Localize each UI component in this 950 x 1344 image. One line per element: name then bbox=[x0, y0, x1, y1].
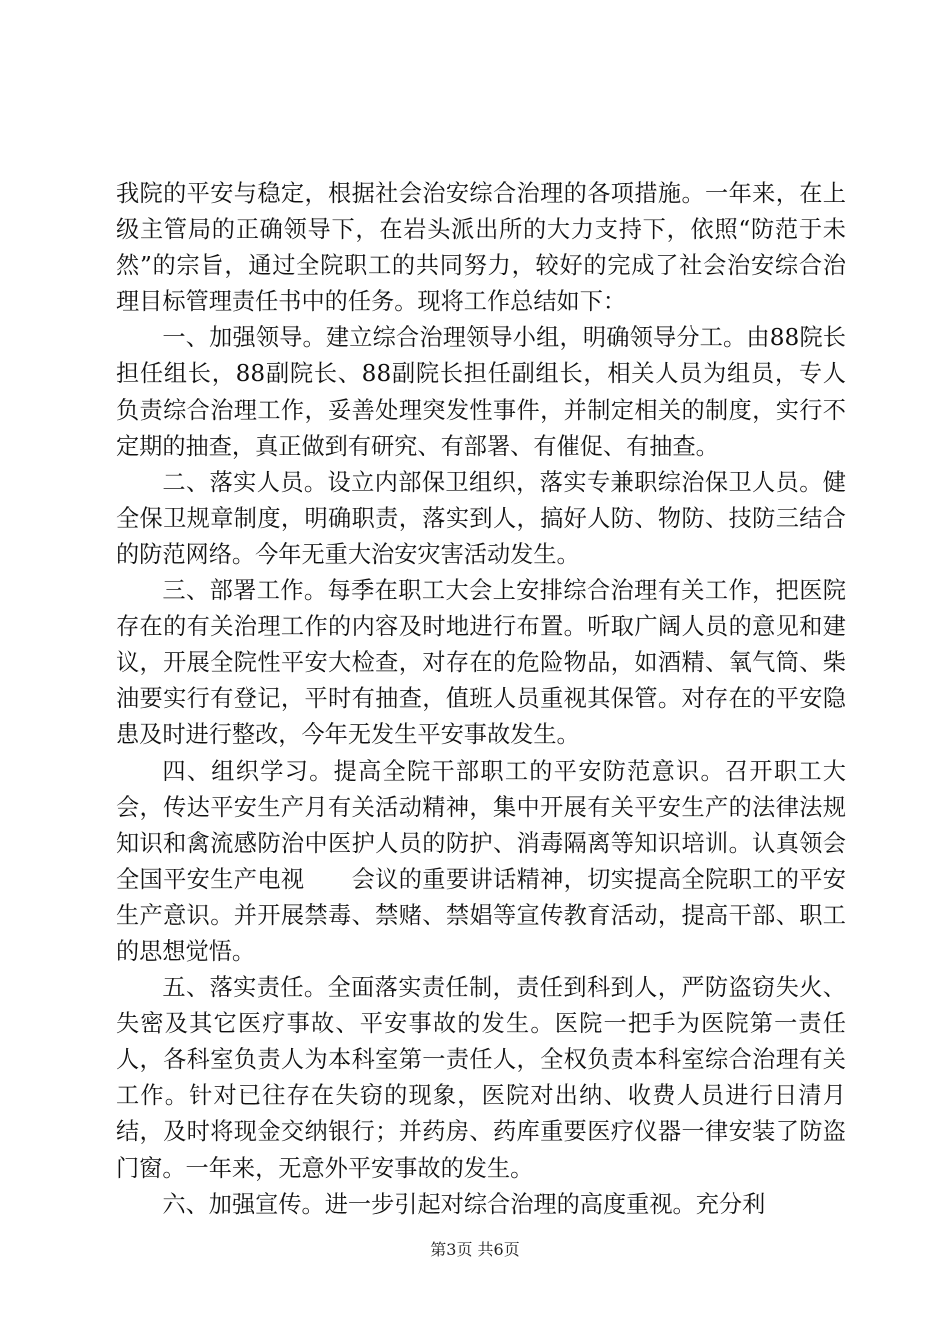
paragraph-personnel: 二、落实人员。设立内部保卫组织，落实专兼职综治保卫人员。健全保卫规章制度，明确职责，落实到人，搞好人防、物防、技防三结合的防范网络。今年无重大治安灾害活动发生。 bbox=[116, 468, 846, 568]
paragraph-responsibility: 五、落实责任。全面落实责任制，责任到科到人，严防盗窃失火、失密及其它医疗事故、平安事故的发生。医院一把手为医院第一责任人，各科室负责人为本科室第一责任人，全权负责本科室综合治理有关工作。针对已往存在失窃的现象，医院对出纳、收费人员进行日清月结，及时将现金交纳银行；并药房、药库重要医疗仪器一律安装了防盗门窗。一年来，无意外平安事故的发生。 bbox=[116, 974, 846, 1182]
paragraph-publicity: 六、加强宣传。进一步引起对综合治理的高度重视。充分利 bbox=[162, 1190, 766, 1218]
paragraph-leadership: 一、加强领导。建立综合治理领导小组，明确领导分工。由88院长担任组长，88副院长、88副院长担任副组长，相关人员为组员，专人负责综合治理工作，妥善处理突发性事件，并制定相关的制度，实行不定期的抽查，真正做到有研究、有部署、有催促、有抽查。 bbox=[116, 324, 846, 460]
page-footer bbox=[0, 1238, 950, 1262]
paragraph-intro: 我院的平安与稳定，根据社会治安综合治理的各项措施。一年来，在上级主管局的正确领导下，在岩头派出所的大力支持下，依照“防范于未然”的宗旨，通过全院职工的共同努力，较好的完成了社会治安综合治理目标管理责任书中的任务。现将工作总结如下： bbox=[116, 180, 846, 316]
document-body bbox=[116, 176, 846, 1223]
paragraph-study: 四、组织学习。提高全院干部职工的平安防范意识。召开职工大会，传达平安生产月有关活动精神，集中开展有关平安生产的法律法规知识和禽流感防治中医护人员的防护、消毒隔离等知识培训。认真领会全国平安生产电视 会议的重要讲话精神，切实提高全院职工的平安生产意识。并开展禁毒、禁赌、禁娼等宣传教育活动，提高干部、职工的思想觉悟。 bbox=[116, 757, 846, 965]
page-number: 第3页 共6页 bbox=[430, 1240, 520, 1259]
paragraph-deployment: 三、部署工作。每季在职工大会上安排综合治理有关工作，把医院存在的有关治理工作的内容及时地进行布置。听取广阔人员的意见和建议，开展全院性平安大检查，对存在的危险物品，如酒精、氧气筒、柴油要实行有登记，平时有抽查，值班人员重视其保管。对存在的平安隐患及时进行整改，今年无发生平安事故发生。 bbox=[116, 577, 846, 749]
